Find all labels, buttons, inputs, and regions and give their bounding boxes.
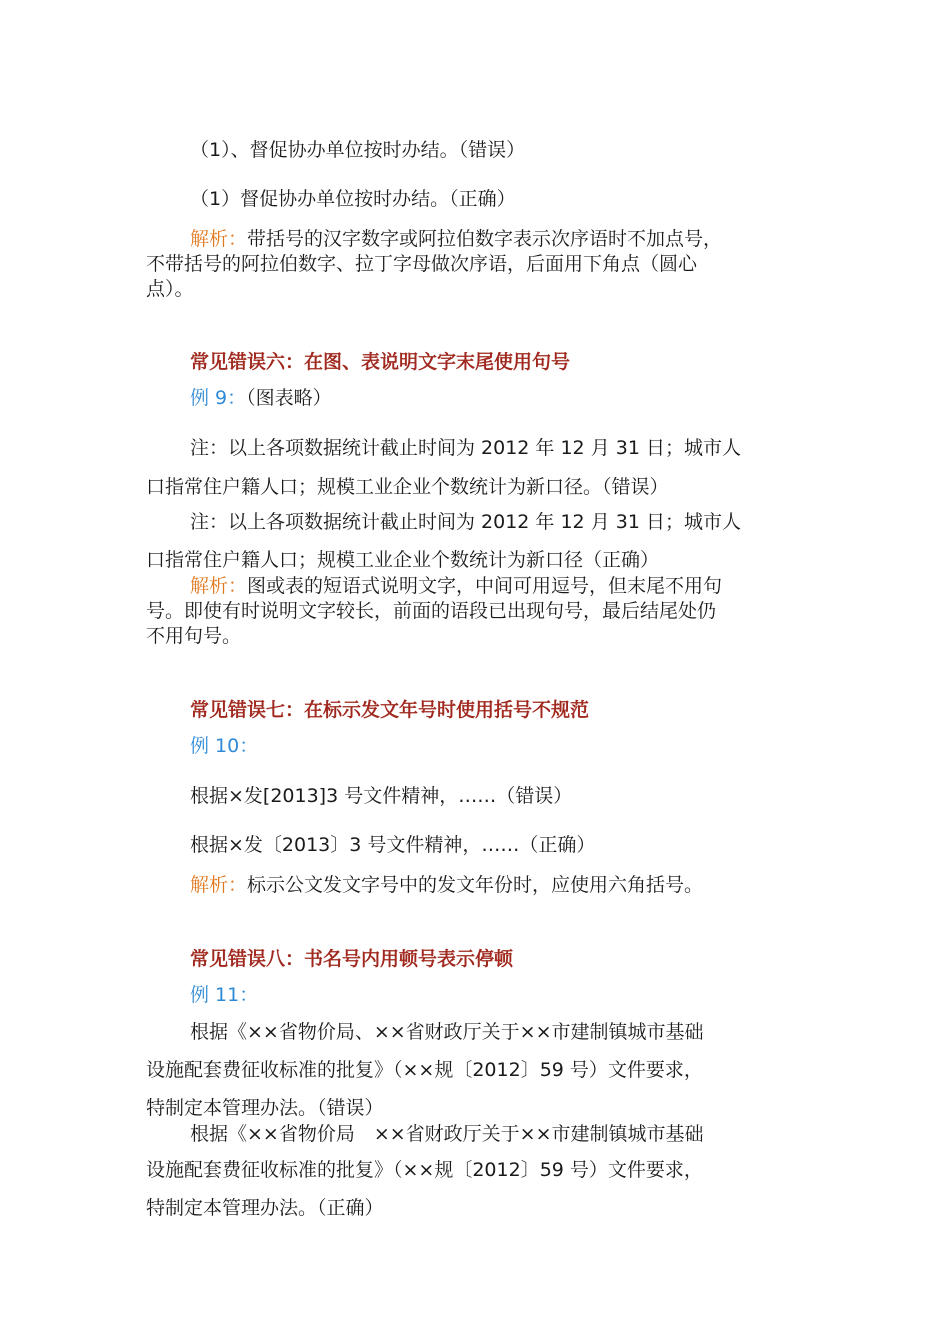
example-label: 例 10： [190, 735, 259, 757]
example-label: 例 11： [190, 984, 259, 1006]
analysis-paragraph [190, 574, 810, 598]
analysis-text: 不带括号的阿拉伯数字、拉丁字母做次序语，后面用下角点（圆心 [146, 253, 698, 275]
analysis-label: 解析： [190, 575, 248, 597]
right-example: 根据《××省物价局 ××省财政厅关于××市建制镇城市基础 [190, 1123, 704, 1145]
example-note: （图表略） [246, 387, 332, 409]
wrong-example: 设施配套费征收标准的批复》（××规〔2012〕59 号）文件要求， [146, 1059, 703, 1081]
right-example: 口指常住户籍人口；规模工业企业个数统计为新口径（正确） [146, 549, 660, 571]
analysis-text: 不用句号。 [146, 625, 242, 647]
analysis-text: 号。即使有时说明文字较长，前面的语段已出现句号，最后结尾处仍 [146, 600, 717, 622]
analysis-label: 解析： [190, 874, 248, 896]
right-example: （1）督促协办单位按时办结。（正确） [190, 188, 516, 210]
analysis-text: 带括号的汉字数字或阿拉伯数字表示次序语时不加点号， [247, 228, 723, 250]
right-example: 特制定本管理办法。（正确） [146, 1197, 384, 1219]
section-heading: 常见错误六：在图、表说明文字末尾使用句号 [190, 351, 571, 373]
example-label: 例 9： [190, 387, 247, 409]
example-label-line [190, 386, 810, 410]
section-heading: 常见错误八：书名号内用顿号表示停顿 [190, 948, 514, 970]
section-heading: 常见错误七：在标示发文年号时使用括号不规范 [190, 699, 590, 721]
wrong-example: 注：以上各项数据统计截止时间为 2012 年 12 月 31 日；城市人 [190, 437, 741, 459]
wrong-example: 口指常住户籍人口；规模工业企业个数统计为新口径。（错误） [146, 476, 669, 498]
right-example: 根据×发〔2013〕3 号文件精神，……（正确） [190, 834, 596, 856]
wrong-example: 根据×发[2013]3 号文件精神，……（错误） [190, 785, 573, 807]
analysis-text: 点）。 [146, 278, 194, 300]
wrong-example: （1）、督促协办单位按时办结。（错误） [190, 139, 526, 161]
analysis-label: 解析： [190, 228, 248, 250]
right-example: 设施配套费征收标准的批复》（××规〔2012〕59 号）文件要求， [146, 1159, 703, 1181]
analysis-paragraph [190, 227, 810, 251]
analysis-text: 图或表的短语式说明文字，中间可用逗号，但末尾不用句 [247, 575, 723, 597]
right-example: 注：以上各项数据统计截止时间为 2012 年 12 月 31 日；城市人 [190, 511, 741, 533]
wrong-example: 根据《××省物价局、××省财政厅关于××市建制镇城市基础 [190, 1021, 704, 1043]
analysis-paragraph [190, 873, 810, 897]
analysis-text: 标示公文发文字号中的发文年份时，应使用六角括号。 [247, 874, 704, 896]
wrong-example: 特制定本管理办法。（错误） [146, 1097, 384, 1119]
